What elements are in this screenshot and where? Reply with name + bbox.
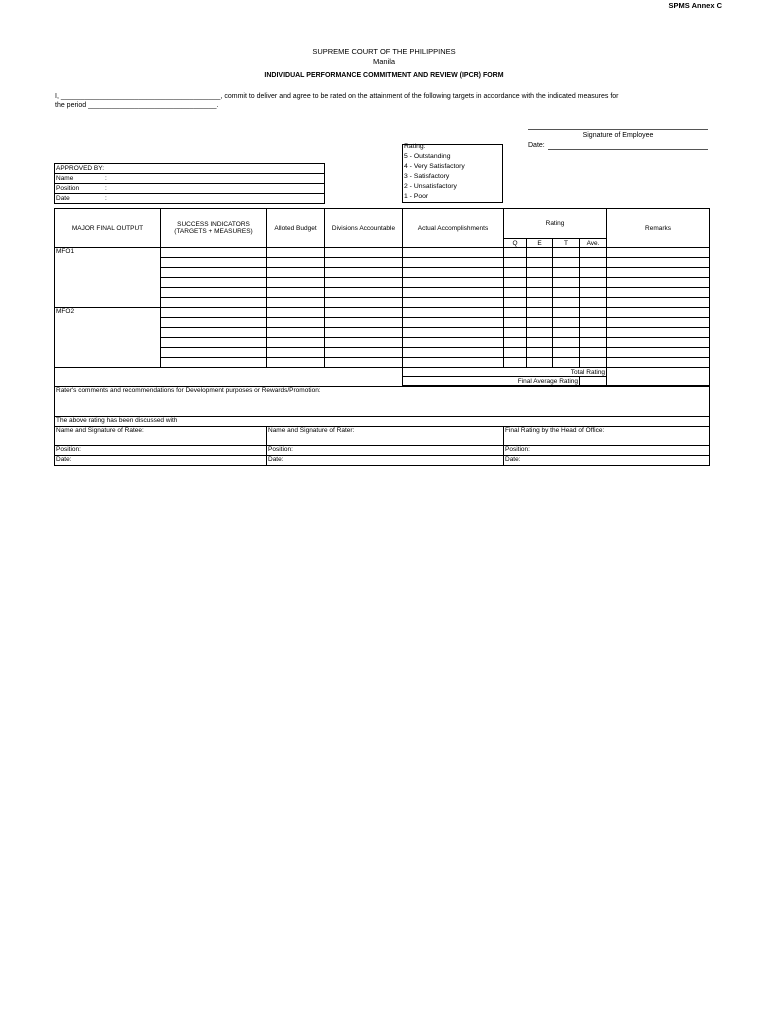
header-mfo: MAJOR FINAL OUTPUT — [55, 209, 161, 248]
approved-date-row[interactable] — [55, 194, 324, 203]
commitment-line-1: I, _________________________________________, commit to deliver and agree to be rated on the attainment of the following targets in accordance with the indicated measures for — [55, 93, 619, 100]
bottom-section — [54, 386, 710, 466]
annex-label: SPMS Annex C — [668, 1, 722, 10]
rater-comments[interactable]: Rater's comments and recommendations for Development purposes or Rewards/Promotion: — [55, 387, 710, 417]
header-success-line1: SUCCESS INDICATORS — [177, 221, 250, 228]
head-final-rating[interactable]: Final Rating by the Head of Office: — [504, 427, 710, 446]
approved-title: APPROVED BY: — [55, 164, 324, 174]
header-rating-e: E — [527, 239, 553, 248]
colon: : — [105, 185, 107, 192]
ratee-position[interactable]: Position: — [55, 446, 267, 456]
final-average-label: Final Average Rating — [403, 377, 580, 386]
final-average-value[interactable] — [580, 377, 607, 386]
signature-date-label: Date: — [528, 142, 545, 149]
rater-date[interactable]: Date: — [267, 456, 504, 466]
header-divisions: Divisions Accountable — [325, 209, 403, 248]
ipcr-grid — [54, 208, 710, 386]
header-rating: Rating — [504, 209, 607, 239]
discussed-with: The above rating has been discussed with — [55, 417, 710, 427]
header-rating-ave: Ave. — [580, 239, 607, 248]
signature-line — [528, 129, 708, 130]
signature-date-line[interactable] — [548, 149, 708, 150]
approved-by-box — [54, 163, 325, 204]
rating-legend-item: 3 - Satisfactory — [404, 173, 450, 180]
approved-name-row[interactable] — [55, 174, 324, 184]
rating-legend-title: Rating: — [404, 143, 426, 150]
colon: : — [105, 175, 107, 182]
court-name: SUPREME COURT OF THE PHILIPPINES — [312, 47, 456, 56]
head-position[interactable]: Position: — [504, 446, 710, 456]
ratee-signature[interactable]: Name and Signature of Ratee: — [55, 427, 267, 446]
rating-legend — [402, 144, 503, 203]
approved-position-label: Position — [56, 185, 80, 192]
header-rating-q: Q — [504, 239, 527, 248]
colon: : — [105, 195, 107, 202]
header-budget: Alloted Budget — [267, 209, 325, 248]
rater-signature[interactable]: Name and Signature of Rater: — [267, 427, 504, 446]
table-row — [55, 248, 710, 258]
table-row — [55, 308, 710, 318]
approved-name-label: Name — [56, 175, 74, 182]
approved-date-label: Date — [56, 195, 70, 202]
signature-label: Signature of Employee — [582, 132, 654, 139]
form-title: INDIVIDUAL PERFORMANCE COMMITMENT AND REVIEW (IPCR) FORM — [264, 72, 504, 79]
ratee-date[interactable]: Date: — [55, 456, 267, 466]
rating-legend-item: 1 - Poor — [404, 193, 429, 200]
total-rating-label: Total Rating — [403, 368, 607, 377]
header-actual: Actual Accomplishments — [403, 209, 504, 248]
rating-legend-item: 4 - Very Satisfactory — [404, 163, 465, 170]
header-success-indicators — [161, 209, 267, 248]
header-remarks: Remarks — [607, 209, 710, 248]
approved-position-row[interactable] — [55, 184, 324, 194]
mfo1-label[interactable]: MFO1 — [55, 248, 161, 308]
mfo2-label[interactable]: MFO2 — [55, 308, 161, 368]
head-date[interactable]: Date: — [504, 456, 710, 466]
rating-legend-item: 2 - Unsatisfactory — [404, 183, 457, 190]
commitment-line-2: the period _________________________________. — [55, 102, 219, 109]
header-success-line2: (TARGETS + MEASURES) — [174, 228, 253, 235]
rater-position[interactable]: Position: — [267, 446, 504, 456]
city-name: Manila — [372, 57, 396, 66]
rating-legend-item: 5 - Outstanding — [404, 153, 451, 160]
header-rating-t: T — [553, 239, 580, 248]
